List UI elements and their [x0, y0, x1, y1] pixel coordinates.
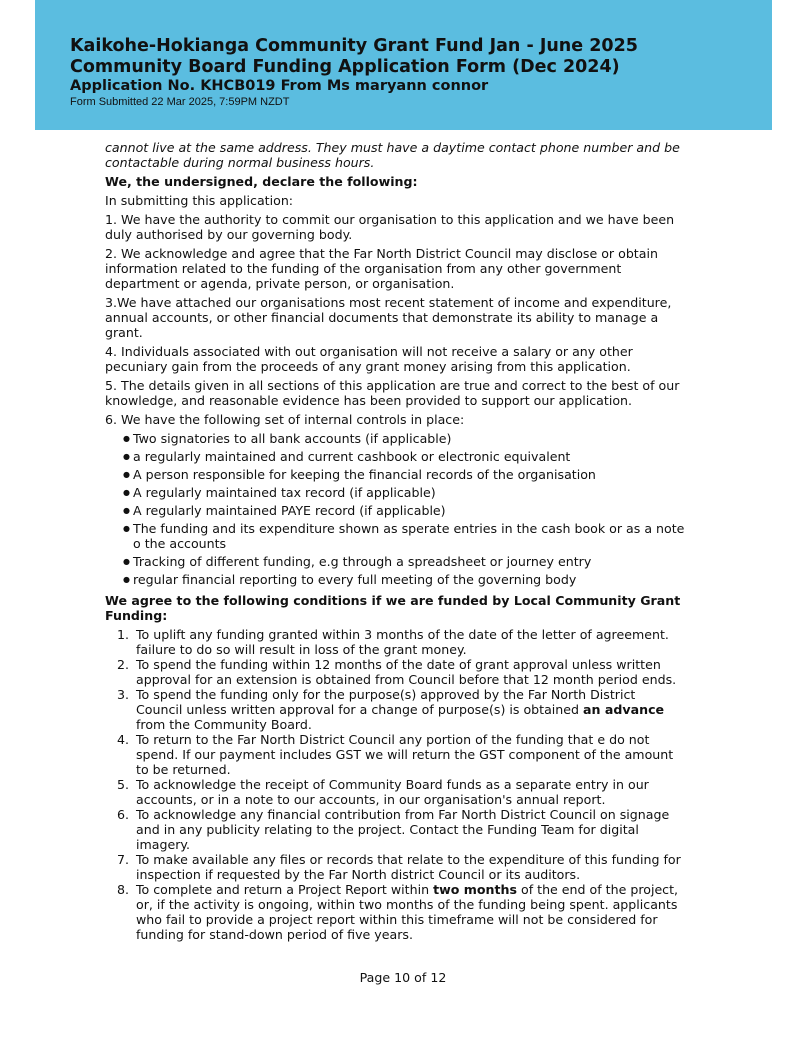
list-item: 5. To acknowledge the receipt of Community Board funds as a separate entry in our accounts, or in a note to our accounts, in our organisation's annual report. [133, 777, 685, 807]
list-item: ● Tracking of different funding, e.g through a spreadsheet or journey entry [123, 554, 685, 569]
condition-text: To complete and return a Project Report within [136, 882, 434, 897]
conditions-heading: We agree to the following conditions if we are funded by Local Community Grant Funding: [105, 593, 681, 623]
page-number: Page 10 of 12 [359, 970, 447, 985]
list-item: 6. To acknowledge any financial contribution from Far North District Council on signage and in any publicity relating to the project. Contact the Funding Team for digital imagery. [133, 807, 685, 852]
declaration-point: 1. We have the authority to commit our organisation to this application and we have been duly authorised by our governing body. [105, 212, 675, 242]
declaration-point: 6. We have the following set of internal controls in place: [105, 412, 465, 427]
list-item: ● A person responsible for keeping the financial records of the organisation [123, 467, 685, 482]
internal-controls-list [105, 431, 685, 587]
list-item: 7. To make available any files or records that relate to the expenditure of this funding for inspection if requested by the Far North district Council or its auditors. [133, 852, 685, 882]
list-item: 1. To uplift any funding granted within 3 months of the date of the letter of agreement. failure to do so will result in loss of the grant money. [133, 627, 685, 657]
form-subtitle: Community Board Funding Application Form (Dec 2024) [70, 57, 620, 77]
list-item [133, 882, 685, 942]
list-item: ● A regularly maintained PAYE record (if applicable) [123, 503, 685, 518]
conditions-list [105, 627, 685, 942]
submitted-timestamp: Form Submitted 22 Mar 2025, 7:59PM NZDT [70, 96, 290, 108]
in-submitting-text: In submitting this application: [105, 193, 294, 208]
list-item: 2. To spend the funding within 12 months of the date of grant approval unless written approval for an extension is obtained from Council before that 12 month period ends. [133, 657, 685, 687]
application-number: Application No. KHCB019 From Ms maryann connor [70, 78, 489, 94]
list-item: ● A regularly maintained tax record (if applicable) [123, 485, 685, 500]
list-item: ● regular financial reporting to every full meeting of the governing body [123, 572, 685, 587]
declaration-point: 5. The details given in all sections of this application are true and correct to the best of our knowledge, and reasonable evidence has been provided to support our application. [105, 378, 680, 408]
form-title: Kaikohe-Hokianga Community Grant Fund Jan - June 2025 [70, 36, 638, 56]
list-item [133, 687, 685, 732]
declaration-content [105, 140, 685, 942]
list-item: ● a regularly maintained and current cashbook or electronic equivalent [123, 449, 685, 464]
declaration-point: 3.We have attached our organisations most recent statement of income and expenditure, annual accounts, or other financial documents that demonstrate its ability to manage a grant. [105, 295, 672, 340]
condition-emphasis: two months [433, 882, 517, 897]
condition-emphasis: an advance [583, 702, 665, 717]
condition-text: from the Community Board. [136, 717, 312, 732]
list-item: ● Two signatories to all bank accounts (if applicable) [123, 431, 685, 446]
condition-text: of the end of the project, or, if the activity is ongoing, within two months of the funding being spent. applicants who fail to provide a project report within this timeframe will not be considered for funding for stand-down period of five years. [136, 882, 679, 942]
list-item: ● The funding and its expenditure shown as sperate entries in the cash book or as a note o the accounts [123, 521, 685, 551]
declare-heading: We, the undersigned, declare the following: [105, 174, 418, 189]
intro-italic-text: cannot live at the same address. They must have a daytime contact phone number and be contactable during normal business hours. [105, 140, 680, 170]
list-item: 4. To return to the Far North District Council any portion of the funding that e do not spend. If our payment includes GST we will return the GST component of the amount to be returned. [133, 732, 685, 777]
declaration-point: 2. We acknowledge and agree that the Far North District Council may disclose or obtain information related to the funding of the organisation from any other government department or agenda, private person, or organisation. [105, 246, 658, 291]
condition-text: To spend the funding only for the purpose(s) approved by the Far North District Council unless written approval for a change of purpose(s) is obtained [136, 687, 636, 717]
declaration-point: 4. Individuals associated with out organisation will not receive a salary or any other pecuniary gain from the proceeds of any grant money arising from this application. [105, 344, 633, 374]
